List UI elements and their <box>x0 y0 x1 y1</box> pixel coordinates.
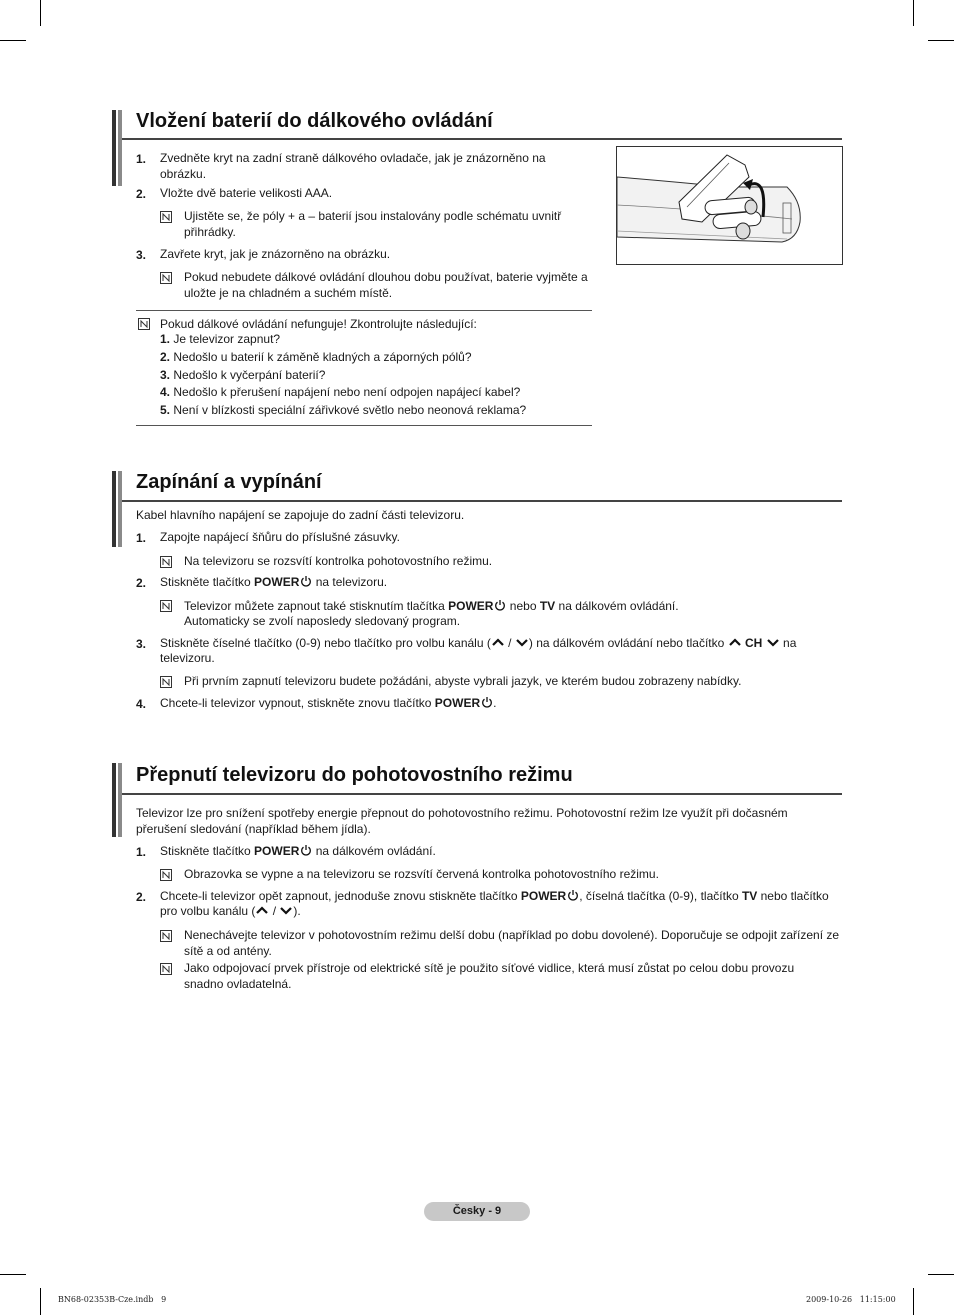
step-text-line2: pro volbu kanálu ( / ). <box>160 904 301 918</box>
step-text: Stiskněte číselné tlačítko (0-9) nebo tlačítko pro volbu kanálu ( / ) na dálkovém ovládání nebo tlačítko CH na <box>160 636 797 650</box>
troubleshoot-item: 4. Nedošlo k přerušení napájení nebo není odpojen napájecí kabel? <box>160 385 521 399</box>
note-text: Jako odpojovací prvek přístroje od elektrické sítě je použito síťové vidlice, která musí zůstat po celou dobu provozu snadno ovladatelná. <box>184 961 795 991</box>
step-number: 3. <box>136 637 147 651</box>
power-icon <box>300 575 312 587</box>
section-title-batteries: Vložení baterií do dálkového ovládání <box>136 110 493 132</box>
power-icon <box>300 844 312 856</box>
note-text: Ujistěte se, že póly + a – baterií jsou instalovány podle schématu uvnitř přihrádky. <box>184 209 562 239</box>
step-number: 2. <box>136 187 147 201</box>
crop-mark <box>913 0 914 26</box>
step-text: Stiskněte tlačítko POWER na dálkovém ovládání. <box>160 844 436 858</box>
box-rule-top <box>136 310 592 311</box>
step-text: Zavřete kryt, jak je znázorněno na obrázku. <box>160 247 391 261</box>
note-text: Při prvním zapnutí televizoru budete požádáni, abyste vybrali jazyk, ve kterém budou zobrazeny nabídky. <box>184 674 742 688</box>
section-bar <box>118 471 122 547</box>
section-rule <box>122 500 842 502</box>
crop-mark <box>0 40 26 41</box>
section-bar <box>118 763 122 837</box>
note-icon <box>160 211 172 223</box>
chevron-down-icon <box>766 637 780 648</box>
note-text: Televizor můžete zapnout také stisknutím tlačítka POWER nebo TV na dálkovém ovládání. <box>184 599 679 613</box>
page-number-badge: Česky - 9 <box>424 1202 530 1221</box>
troubleshoot-item: 1. Je televizor zapnut? <box>160 332 281 346</box>
step-text: Zvedněte kryt na zadní straně dálkového ovladače, jak je znázorněno na obrázku. <box>160 151 546 181</box>
power-icon <box>567 889 579 901</box>
chevron-up-icon <box>491 637 505 648</box>
remote-battery-illustration <box>616 146 843 265</box>
chevron-up-icon <box>255 905 269 916</box>
chevron-up-icon <box>728 637 742 648</box>
power-icon <box>494 599 506 611</box>
troubleshoot-item: 5. Není v blízkosti speciální zářivkové světlo nebo neonová reklama? <box>160 403 527 417</box>
note-icon <box>160 600 172 612</box>
section-bar <box>112 110 116 186</box>
step-number: 3. <box>136 248 147 262</box>
crop-mark <box>0 1274 26 1275</box>
note-icon <box>160 272 172 284</box>
note-icon <box>160 556 172 568</box>
crop-mark <box>928 40 954 41</box>
section-rule <box>122 138 842 140</box>
step-text: Chcete-li televizor opět zapnout, jednoduše znovu stiskněte tlačítko POWER , číselná tlačítka (0-9), tlačítko TV nebo tlačítko <box>160 889 829 903</box>
section-intro: Kabel hlavního napájení se zapojuje do zadní části televizoru. <box>136 508 465 522</box>
step-number: 4. <box>136 697 147 711</box>
troubleshoot-item: 2. Nedošlo u baterií k záměně kladných a záporných pólů? <box>160 350 472 364</box>
section-title-power: Zapínání a vypínání <box>136 471 322 493</box>
step-number: 2. <box>136 890 147 904</box>
crop-mark <box>928 1274 954 1275</box>
step-text-line2: televizoru. <box>160 651 215 665</box>
step-number: 1. <box>136 531 147 545</box>
note-text: Nenechávejte televizor v pohotovostním režimu delší dobu (například po dobu dovolené). Doporučuje se odpojit zařízení ze sítě a od antény. <box>184 928 840 958</box>
step-number: 1. <box>136 152 147 166</box>
note-icon <box>160 963 172 975</box>
section-title-standby: Přepnutí televizoru do pohotovostního režimu <box>136 764 573 786</box>
print-file-info: BN68-02353B-Cze.indb 9 <box>58 1295 167 1304</box>
step-number: 1. <box>136 845 147 859</box>
crop-mark <box>913 1288 914 1315</box>
section-bar <box>118 110 122 186</box>
chevron-down-icon <box>515 637 529 648</box>
step-number: 2. <box>136 576 147 590</box>
note-icon <box>160 869 172 881</box>
note-text: Pokud nebudete dálkové ovládání dlouhou dobu používat, baterie vyjměte a uložte je na chladném a suchém místě. <box>184 270 588 300</box>
step-text: Stiskněte tlačítko POWER na televizoru. <box>160 575 388 589</box>
troubleshoot-item: 3. Nedošlo k vyčerpání baterií? <box>160 368 326 382</box>
section-rule <box>122 793 842 795</box>
note-icon <box>138 318 150 330</box>
chevron-down-icon <box>279 905 293 916</box>
step-text: Vložte dvě baterie velikosti AAA. <box>160 186 333 200</box>
note-text: Na televizoru se rozsvítí kontrolka pohotovostního režimu. <box>184 554 493 568</box>
step-text: Zapojte napájecí šňůru do příslušné zásuvky. <box>160 530 400 544</box>
print-datetime: 2009-10-26 11:15:00 <box>806 1295 896 1304</box>
power-icon <box>481 696 493 708</box>
step-text: Chcete-li televizor vypnout, stiskněte znovu tlačítko POWER . <box>160 696 497 710</box>
section-intro: Televizor lze pro snížení spotřeby energie přepnout do pohotovostního režimu. Pohotovostní režim lze využít při dočasném přerušení sledování (například během jídla). <box>136 806 788 836</box>
note-icon <box>160 930 172 942</box>
box-rule-bottom <box>136 425 592 426</box>
remote-control-image <box>617 147 842 264</box>
crop-mark <box>40 0 41 26</box>
troubleshoot-intro: Pokud dálkové ovládání nefunguje! Zkontrolujte následující: <box>160 317 477 331</box>
note-text: Obrazovka se vypne a na televizoru se rozsvítí červená kontrolka pohotovostního režimu. <box>184 867 659 881</box>
section-bar <box>112 763 116 837</box>
note-icon <box>160 676 172 688</box>
section-bar <box>112 471 116 547</box>
note-text-line2: Automaticky se zvolí naposledy sledovaný program. <box>184 614 461 628</box>
crop-mark <box>40 1288 41 1315</box>
